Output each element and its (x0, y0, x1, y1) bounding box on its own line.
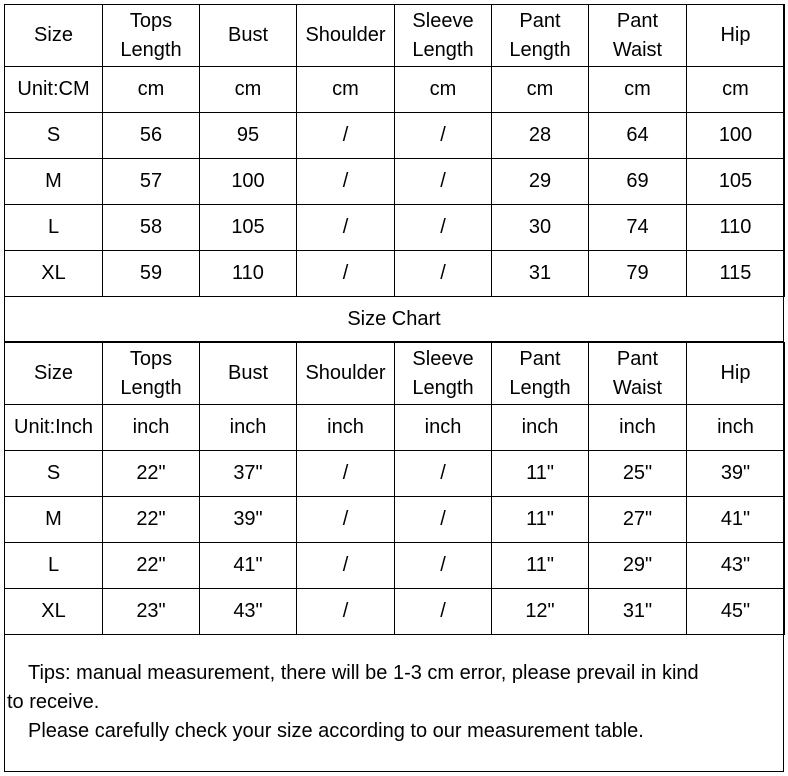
table-row (5, 543, 785, 589)
measurement-cell: 41" (687, 497, 785, 543)
size-label-cell: L (5, 205, 103, 251)
table-row (5, 113, 785, 159)
column-header-text: Hip (720, 362, 751, 384)
measurement-cell: 43" (687, 543, 785, 589)
column-header-text: Shoulder (305, 362, 386, 384)
unit-cell: Unit:CM (5, 67, 103, 113)
measurement-cell: / (297, 589, 395, 635)
measurement-cell: 105 (200, 205, 297, 251)
measurement-cell: 69 (589, 159, 687, 205)
column-header-text: Shoulder (305, 24, 386, 46)
measurement-cell: 110 (200, 251, 297, 297)
measurement-cell: / (395, 251, 492, 297)
measurement-cell: / (297, 205, 395, 251)
column-header-text: Bust (227, 24, 269, 46)
unit-cell: cm (103, 67, 200, 113)
unit-cell: inch (297, 405, 395, 451)
measurement-cell: / (395, 589, 492, 635)
measurement-cell: / (395, 543, 492, 589)
column-header-text: Length (120, 376, 182, 399)
column-header (492, 343, 589, 405)
unit-cell: cm (687, 67, 785, 113)
tips-note (5, 635, 783, 746)
column-header-text: Size (34, 24, 73, 46)
inch-size-table (4, 342, 785, 635)
table-row (5, 451, 785, 497)
column-header-text: Length (412, 376, 474, 399)
unit-cell: inch (492, 405, 589, 451)
column-header (200, 343, 297, 405)
column-header-text: Sleeve (412, 9, 474, 32)
column-header (395, 343, 492, 405)
column-header-text: Waist (612, 38, 663, 61)
column-header (200, 5, 297, 67)
header-row (5, 5, 785, 67)
measurement-cell: 64 (589, 113, 687, 159)
measurement-cell: / (395, 451, 492, 497)
measurement-cell: 11" (492, 451, 589, 497)
measurement-cell: 25" (589, 451, 687, 497)
column-header (687, 343, 785, 405)
table-row (5, 205, 785, 251)
measurement-cell: 22" (103, 497, 200, 543)
column-header (297, 343, 395, 405)
measurement-cell: / (297, 159, 395, 205)
measurement-cell: 31" (589, 589, 687, 635)
column-header (589, 5, 687, 67)
column-header-text: Length (509, 376, 571, 399)
column-header-text: Waist (612, 376, 663, 399)
unit-cell: inch (103, 405, 200, 451)
measurement-cell: 100 (687, 113, 785, 159)
column-header-text: Pant (616, 347, 659, 370)
unit-cell: cm (200, 67, 297, 113)
measurement-cell: / (297, 543, 395, 589)
measurement-cell: 31 (492, 251, 589, 297)
unit-cell: cm (297, 67, 395, 113)
unit-cell: inch (687, 405, 785, 451)
measurement-cell: 28 (492, 113, 589, 159)
column-header (687, 5, 785, 67)
measurement-cell: 37" (200, 451, 297, 497)
column-header-text: Sleeve (412, 347, 474, 370)
measurement-cell: / (297, 451, 395, 497)
column-header-text: Length (412, 38, 474, 61)
unit-cell: cm (589, 67, 687, 113)
measurement-cell: / (395, 497, 492, 543)
column-header-text: Pant (519, 347, 561, 370)
measurement-cell: 79 (589, 251, 687, 297)
size-chart (4, 4, 784, 772)
unit-cell: cm (395, 67, 492, 113)
column-header-text: Tops (129, 9, 173, 32)
unit-cell: inch (589, 405, 687, 451)
column-header-text: Size (34, 362, 73, 384)
measurement-cell: / (297, 251, 395, 297)
column-header-text: Hip (720, 24, 751, 46)
size-label-cell: M (5, 159, 103, 205)
measurement-cell: 39" (200, 497, 297, 543)
column-header-text: Length (509, 38, 571, 61)
size-label-cell: L (5, 543, 103, 589)
unit-cell: cm (492, 67, 589, 113)
table-row (5, 589, 785, 635)
measurement-cell: 74 (589, 205, 687, 251)
header-row (5, 343, 785, 405)
measurement-cell: 11" (492, 497, 589, 543)
column-header-text: Bust (227, 362, 269, 384)
measurement-cell: / (395, 159, 492, 205)
size-label-cell: S (5, 451, 103, 497)
table-row (5, 497, 785, 543)
column-header (395, 5, 492, 67)
unit-row (5, 405, 785, 451)
column-header (297, 5, 395, 67)
measurement-cell: 57 (103, 159, 200, 205)
measurement-cell: 105 (687, 159, 785, 205)
measurement-cell: 110 (687, 205, 785, 251)
column-header-text: Pant (519, 9, 561, 32)
tips-line-1: Tips: manual measurement, there will be 1-3 cm error, please prevail in kind (28, 662, 699, 684)
measurement-cell: 100 (200, 159, 297, 205)
unit-cell: inch (395, 405, 492, 451)
measurement-cell: 95 (200, 113, 297, 159)
column-header (103, 343, 200, 405)
measurement-cell: 56 (103, 113, 200, 159)
measurement-cell: 30 (492, 205, 589, 251)
measurement-cell: 58 (103, 205, 200, 251)
tips-line-2: to receive. (7, 691, 100, 713)
size-label-cell: XL (5, 251, 103, 297)
size-label-cell: M (5, 497, 103, 543)
column-header (5, 343, 103, 405)
chart-caption: Size Chart (5, 297, 783, 342)
measurement-cell: 11" (492, 543, 589, 589)
measurement-cell: 45" (687, 589, 785, 635)
column-header-text: Length (120, 38, 182, 61)
measurement-cell: 27" (589, 497, 687, 543)
measurement-cell: 115 (687, 251, 785, 297)
table-row (5, 251, 785, 297)
measurement-cell: 12" (492, 589, 589, 635)
measurement-cell: 29 (492, 159, 589, 205)
measurement-cell: 22" (103, 543, 200, 589)
measurement-cell: / (395, 205, 492, 251)
column-header (492, 5, 589, 67)
unit-cell: inch (200, 405, 297, 451)
measurement-cell: / (297, 497, 395, 543)
size-label-cell: XL (5, 589, 103, 635)
measurement-cell: 59 (103, 251, 200, 297)
measurement-cell: 39" (687, 451, 785, 497)
measurement-cell: 29" (589, 543, 687, 589)
column-header-text: Pant (616, 9, 659, 32)
column-header (589, 343, 687, 405)
measurement-cell: 22" (103, 451, 200, 497)
column-header (5, 5, 103, 67)
measurement-cell: / (297, 113, 395, 159)
column-header-text: Tops (129, 347, 173, 370)
measurement-cell: 43" (200, 589, 297, 635)
unit-row (5, 67, 785, 113)
table-row (5, 159, 785, 205)
measurement-cell: / (395, 113, 492, 159)
tips-line-3: Please carefully check your size according to our measurement table. (28, 720, 644, 742)
measurement-cell: 23" (103, 589, 200, 635)
size-label-cell: S (5, 113, 103, 159)
cm-size-table (4, 4, 785, 297)
column-header (103, 5, 200, 67)
measurement-cell: 41" (200, 543, 297, 589)
unit-cell: Unit:Inch (5, 405, 103, 451)
